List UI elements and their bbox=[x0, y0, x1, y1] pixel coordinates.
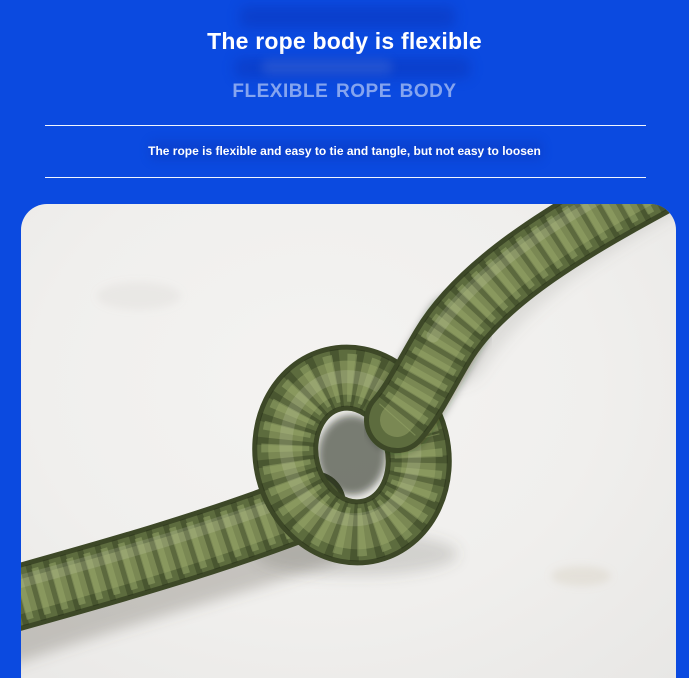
rope-illustration bbox=[21, 204, 676, 678]
page-description: The rope is flexible and easy to tie and tangle, but not easy to loosen bbox=[148, 144, 541, 158]
divider-bottom bbox=[45, 177, 646, 178]
divider-top bbox=[45, 125, 646, 126]
photo-stain bbox=[97, 282, 181, 310]
product-photo-card bbox=[21, 204, 676, 678]
photo-stain bbox=[551, 566, 611, 586]
title-blur-artifact bbox=[240, 6, 455, 28]
page-title: The rope body is flexible bbox=[207, 28, 482, 54]
subtitle-blur-artifact-light bbox=[262, 60, 392, 74]
page-subtitle: FLEXIBLE ROPE BODY bbox=[232, 81, 457, 102]
